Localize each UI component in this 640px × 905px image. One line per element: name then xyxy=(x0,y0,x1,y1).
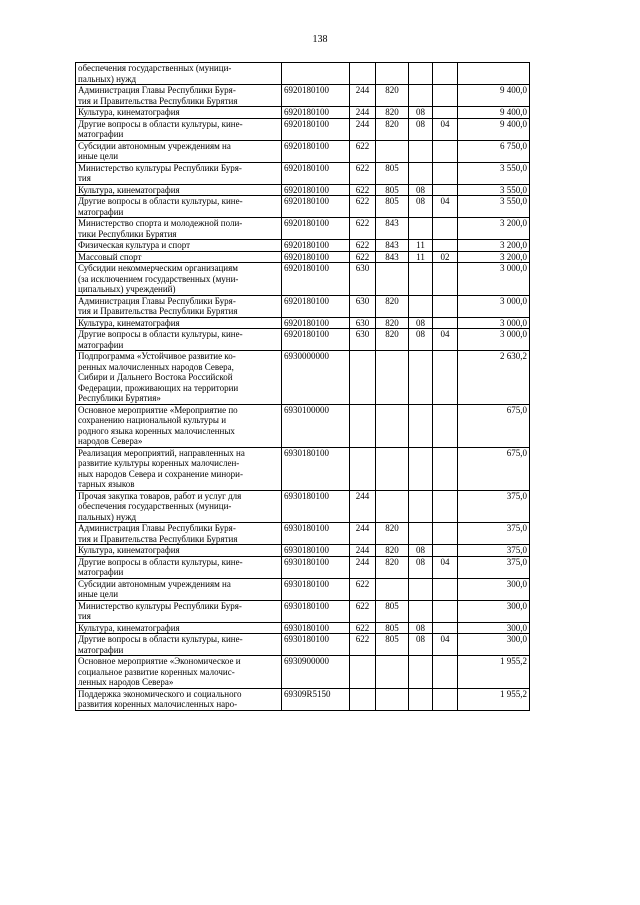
row-administrator-cell: 820 xyxy=(376,317,409,329)
row-subsection-cell xyxy=(433,218,458,240)
row-section-cell xyxy=(409,85,433,107)
row-name-cell: Другие вопросы в области культуры, кине- матографии xyxy=(76,196,282,218)
row-subsection-cell: 04 xyxy=(433,634,458,656)
table-row xyxy=(76,218,530,240)
row-name-cell: Министерство культуры Республики Буря- тия xyxy=(76,162,282,184)
row-name-cell: Другие вопросы в области культуры, кине- матографии xyxy=(76,634,282,656)
row-name-cell: Культура, кинематография xyxy=(76,317,282,329)
row-subsection-cell xyxy=(433,578,458,600)
row-amount-cell: 3 550,0 xyxy=(458,196,530,218)
row-section-cell xyxy=(409,295,433,317)
row-name-cell: Физическая культура и спорт xyxy=(76,240,282,252)
row-administrator-cell: 805 xyxy=(376,634,409,656)
row-administrator-cell: 820 xyxy=(376,295,409,317)
row-target-article-cell: 6930180100 xyxy=(282,447,350,490)
row-expense-type-cell: 630 xyxy=(350,263,376,296)
row-administrator-cell: 820 xyxy=(376,107,409,119)
row-amount-cell: 300,0 xyxy=(458,600,530,622)
row-amount-cell: 3 000,0 xyxy=(458,295,530,317)
row-amount-cell: 3 200,0 xyxy=(458,240,530,252)
row-administrator-cell: 805 xyxy=(376,600,409,622)
row-subsection-cell xyxy=(433,263,458,296)
table-row xyxy=(76,545,530,557)
row-section-cell xyxy=(409,578,433,600)
row-administrator-cell: 820 xyxy=(376,545,409,557)
table-row xyxy=(76,140,530,162)
table-row xyxy=(76,578,530,600)
row-section-cell xyxy=(409,218,433,240)
row-amount-cell: 3 000,0 xyxy=(458,329,530,351)
table-row xyxy=(76,118,530,140)
row-name-cell: Другие вопросы в области культуры, кине- матографии xyxy=(76,329,282,351)
row-amount-cell: 375,0 xyxy=(458,490,530,523)
table-row xyxy=(76,490,530,523)
row-amount-cell: 675,0 xyxy=(458,404,530,447)
row-amount-cell: 3 200,0 xyxy=(458,218,530,240)
row-expense-type-cell: 622 xyxy=(350,240,376,252)
row-amount-cell: 300,0 xyxy=(458,622,530,634)
row-amount-cell: 3 200,0 xyxy=(458,251,530,263)
row-expense-type-cell: 622 xyxy=(350,184,376,196)
row-expense-type-cell: 622 xyxy=(350,162,376,184)
row-subsection-cell xyxy=(433,545,458,557)
row-expense-type-cell xyxy=(350,447,376,490)
row-subsection-cell xyxy=(433,447,458,490)
row-target-article-cell: 6920180100 xyxy=(282,329,350,351)
row-subsection-cell xyxy=(433,490,458,523)
row-expense-type-cell: 622 xyxy=(350,578,376,600)
row-expense-type-cell: 622 xyxy=(350,251,376,263)
row-name-cell: Другие вопросы в области культуры, кине- матографии xyxy=(76,118,282,140)
row-section-cell: 08 xyxy=(409,622,433,634)
row-expense-type-cell: 244 xyxy=(350,556,376,578)
table-row xyxy=(76,523,530,545)
row-section-cell: 11 xyxy=(409,251,433,263)
row-section-cell xyxy=(409,63,433,85)
row-name-cell: Основное мероприятие «Экономическое и социальное развитие коренных малочис- ленных народов Севера» xyxy=(76,656,282,689)
table-row xyxy=(76,317,530,329)
row-name-cell: Министерство спорта и молодежной поли- тики Республики Бурятия xyxy=(76,218,282,240)
row-target-article-cell: 6930180100 xyxy=(282,634,350,656)
row-expense-type-cell: 244 xyxy=(350,523,376,545)
row-section-cell: 08 xyxy=(409,107,433,119)
row-amount-cell: 300,0 xyxy=(458,634,530,656)
row-expense-type-cell: 630 xyxy=(350,317,376,329)
row-target-article-cell xyxy=(282,63,350,85)
table-row xyxy=(76,240,530,252)
row-subsection-cell xyxy=(433,295,458,317)
row-administrator-cell: 843 xyxy=(376,240,409,252)
row-subsection-cell: 04 xyxy=(433,118,458,140)
row-target-article-cell: 6920180100 xyxy=(282,218,350,240)
table-row xyxy=(76,329,530,351)
row-amount-cell: 2 630,2 xyxy=(458,351,530,405)
row-subsection-cell xyxy=(433,317,458,329)
row-amount-cell: 300,0 xyxy=(458,578,530,600)
row-target-article-cell: 6930000000 xyxy=(282,351,350,405)
row-administrator-cell: 805 xyxy=(376,162,409,184)
row-amount-cell: 375,0 xyxy=(458,523,530,545)
row-subsection-cell xyxy=(433,240,458,252)
row-target-article-cell: 6930180100 xyxy=(282,578,350,600)
row-target-article-cell: 6930180100 xyxy=(282,622,350,634)
row-amount-cell: 9 400,0 xyxy=(458,118,530,140)
table-row xyxy=(76,622,530,634)
table-row xyxy=(76,251,530,263)
table-row xyxy=(76,556,530,578)
row-subsection-cell xyxy=(433,600,458,622)
row-administrator-cell: 820 xyxy=(376,85,409,107)
row-name-cell: Субсидии некоммерческим организациям (за исключением государственных (муни- ципальных) учреждений) xyxy=(76,263,282,296)
row-target-article-cell: 6920180100 xyxy=(282,184,350,196)
row-name-cell: Администрация Главы Республики Буря- тия и Правительства Республики Бурятия xyxy=(76,295,282,317)
row-amount-cell xyxy=(458,63,530,85)
row-subsection-cell: 02 xyxy=(433,251,458,263)
row-section-cell: 08 xyxy=(409,556,433,578)
row-section-cell xyxy=(409,523,433,545)
row-administrator-cell xyxy=(376,688,409,710)
row-subsection-cell xyxy=(433,63,458,85)
table-row xyxy=(76,295,530,317)
row-name-cell: обеспечения государственных (муници- пальных) нужд xyxy=(76,63,282,85)
row-administrator-cell: 820 xyxy=(376,556,409,578)
row-name-cell: Администрация Главы Республики Буря- тия и Правительства Республики Бурятия xyxy=(76,523,282,545)
row-target-article-cell: 6920180100 xyxy=(282,196,350,218)
row-expense-type-cell xyxy=(350,63,376,85)
row-name-cell: Реализация мероприятий, направленных на развитие культуры коренных малочислен- ных народов Севера и сохранение минори- тарных языков xyxy=(76,447,282,490)
row-section-cell: 08 xyxy=(409,184,433,196)
row-administrator-cell: 805 xyxy=(376,184,409,196)
row-administrator-cell: 820 xyxy=(376,329,409,351)
row-target-article-cell: 6920180100 xyxy=(282,251,350,263)
row-amount-cell: 6 750,0 xyxy=(458,140,530,162)
row-name-cell: Прочая закупка товаров, работ и услуг для обеспечения государственных (муници- пальных) нужд xyxy=(76,490,282,523)
row-target-article-cell: 6930100000 xyxy=(282,404,350,447)
row-subsection-cell xyxy=(433,184,458,196)
row-amount-cell: 1 955,2 xyxy=(458,688,530,710)
row-administrator-cell xyxy=(376,140,409,162)
row-name-cell: Поддержка экономического и социального развития коренных малочисленных наро- xyxy=(76,688,282,710)
row-subsection-cell xyxy=(433,688,458,710)
table-row xyxy=(76,656,530,689)
row-administrator-cell: 843 xyxy=(376,251,409,263)
row-expense-type-cell: 622 xyxy=(350,218,376,240)
row-expense-type-cell: 622 xyxy=(350,196,376,218)
row-subsection-cell xyxy=(433,107,458,119)
row-subsection-cell xyxy=(433,85,458,107)
row-amount-cell: 675,0 xyxy=(458,447,530,490)
table-row xyxy=(76,447,530,490)
row-expense-type-cell: 244 xyxy=(350,107,376,119)
row-amount-cell: 375,0 xyxy=(458,545,530,557)
row-section-cell xyxy=(409,162,433,184)
row-target-article-cell: 6920180100 xyxy=(282,107,350,119)
row-expense-type-cell: 622 xyxy=(350,140,376,162)
row-name-cell: Субсидии автономным учреждениям на иные цели xyxy=(76,140,282,162)
row-administrator-cell xyxy=(376,447,409,490)
row-subsection-cell xyxy=(433,351,458,405)
row-expense-type-cell: 630 xyxy=(350,329,376,351)
row-subsection-cell: 04 xyxy=(433,196,458,218)
row-expense-type-cell: 244 xyxy=(350,490,376,523)
row-subsection-cell xyxy=(433,404,458,447)
row-name-cell: Администрация Главы Республики Буря- тия и Правительства Республики Бурятия xyxy=(76,85,282,107)
row-target-article-cell: 6920180100 xyxy=(282,240,350,252)
row-target-article-cell: 6920180100 xyxy=(282,317,350,329)
row-expense-type-cell xyxy=(350,351,376,405)
row-subsection-cell xyxy=(433,622,458,634)
table-row xyxy=(76,196,530,218)
row-expense-type-cell xyxy=(350,688,376,710)
row-administrator-cell xyxy=(376,656,409,689)
row-name-cell: Культура, кинематография xyxy=(76,184,282,196)
row-target-article-cell: 6930180100 xyxy=(282,600,350,622)
row-administrator-cell: 820 xyxy=(376,523,409,545)
row-administrator-cell xyxy=(376,490,409,523)
row-section-cell xyxy=(409,263,433,296)
table-row xyxy=(76,634,530,656)
row-section-cell: 08 xyxy=(409,545,433,557)
row-administrator-cell xyxy=(376,351,409,405)
row-amount-cell: 1 955,2 xyxy=(458,656,530,689)
row-target-article-cell: 6920180100 xyxy=(282,263,350,296)
row-target-article-cell: 6930180100 xyxy=(282,545,350,557)
table-row xyxy=(76,688,530,710)
row-name-cell: Культура, кинематография xyxy=(76,545,282,557)
row-section-cell: 08 xyxy=(409,196,433,218)
row-name-cell: Подпрограмма «Устойчивое развитие ко- ренных малочисленных народов Севера, Сибири и Дальнего Востока Российской Федерации, проживающих на территории Республики Бурятия» xyxy=(76,351,282,405)
row-target-article-cell: 6920180100 xyxy=(282,140,350,162)
row-section-cell: 08 xyxy=(409,317,433,329)
row-administrator-cell xyxy=(376,578,409,600)
row-expense-type-cell: 622 xyxy=(350,622,376,634)
row-amount-cell: 9 400,0 xyxy=(458,85,530,107)
row-subsection-cell xyxy=(433,523,458,545)
row-target-article-cell: 6920180100 xyxy=(282,118,350,140)
row-section-cell xyxy=(409,447,433,490)
row-target-article-cell: 6920180100 xyxy=(282,162,350,184)
row-expense-type-cell: 244 xyxy=(350,85,376,107)
row-administrator-cell: 805 xyxy=(376,622,409,634)
row-name-cell: Субсидии автономным учреждениям на иные цели xyxy=(76,578,282,600)
budget-table xyxy=(75,62,530,711)
row-name-cell: Культура, кинематография xyxy=(76,622,282,634)
row-administrator-cell: 843 xyxy=(376,218,409,240)
row-expense-type-cell xyxy=(350,656,376,689)
row-section-cell xyxy=(409,351,433,405)
row-target-article-cell: 6930900000 xyxy=(282,656,350,689)
row-section-cell xyxy=(409,656,433,689)
row-subsection-cell xyxy=(433,140,458,162)
table-row xyxy=(76,63,530,85)
row-section-cell: 11 xyxy=(409,240,433,252)
row-expense-type-cell: 622 xyxy=(350,600,376,622)
table-row xyxy=(76,351,530,405)
row-subsection-cell xyxy=(433,162,458,184)
table-row xyxy=(76,184,530,196)
row-target-article-cell: 6930180100 xyxy=(282,556,350,578)
row-expense-type-cell: 622 xyxy=(350,634,376,656)
table-row xyxy=(76,600,530,622)
row-target-article-cell: 6920180100 xyxy=(282,85,350,107)
row-administrator-cell xyxy=(376,263,409,296)
row-expense-type-cell: 630 xyxy=(350,295,376,317)
row-amount-cell: 375,0 xyxy=(458,556,530,578)
row-section-cell: 08 xyxy=(409,634,433,656)
row-name-cell: Министерство культуры Республики Буря- тия xyxy=(76,600,282,622)
row-amount-cell: 3 000,0 xyxy=(458,263,530,296)
row-target-article-cell: 69309R5150 xyxy=(282,688,350,710)
page-number: 138 xyxy=(312,34,328,45)
row-administrator-cell: 805 xyxy=(376,196,409,218)
table-row xyxy=(76,162,530,184)
table-row xyxy=(76,263,530,296)
row-name-cell: Другие вопросы в области культуры, кине- матографии xyxy=(76,556,282,578)
row-amount-cell: 3 550,0 xyxy=(458,184,530,196)
row-administrator-cell xyxy=(376,404,409,447)
row-subsection-cell: 04 xyxy=(433,556,458,578)
row-target-article-cell: 6920180100 xyxy=(282,295,350,317)
row-target-article-cell: 6930180100 xyxy=(282,490,350,523)
row-administrator-cell: 820 xyxy=(376,118,409,140)
row-section-cell xyxy=(409,688,433,710)
row-name-cell: Культура, кинематография xyxy=(76,107,282,119)
row-name-cell: Массовый спорт xyxy=(76,251,282,263)
row-section-cell: 08 xyxy=(409,329,433,351)
row-section-cell xyxy=(409,490,433,523)
row-expense-type-cell: 244 xyxy=(350,118,376,140)
row-name-cell: Основное мероприятие «Мероприятие по сохранению национальной культуры и родного языка коренных малочисленных народов Севера» xyxy=(76,404,282,447)
table-row xyxy=(76,107,530,119)
row-subsection-cell xyxy=(433,656,458,689)
row-section-cell xyxy=(409,600,433,622)
row-target-article-cell: 6930180100 xyxy=(282,523,350,545)
table-row xyxy=(76,85,530,107)
row-amount-cell: 3 550,0 xyxy=(458,162,530,184)
row-expense-type-cell: 244 xyxy=(350,545,376,557)
row-amount-cell: 3 000,0 xyxy=(458,317,530,329)
table-row xyxy=(76,404,530,447)
row-subsection-cell: 04 xyxy=(433,329,458,351)
budget-table-body xyxy=(76,63,530,711)
row-expense-type-cell xyxy=(350,404,376,447)
row-section-cell xyxy=(409,140,433,162)
row-section-cell xyxy=(409,404,433,447)
row-amount-cell: 9 400,0 xyxy=(458,107,530,119)
row-administrator-cell xyxy=(376,63,409,85)
row-section-cell: 08 xyxy=(409,118,433,140)
